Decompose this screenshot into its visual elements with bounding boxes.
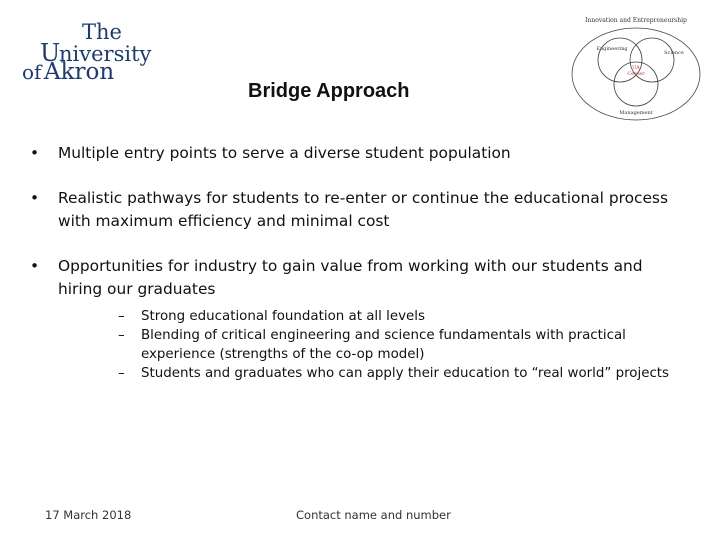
logo-university-rest: niversity [59,42,152,66]
slide-title: Bridge Approach [248,80,410,102]
diagram-top-label: Innovation and Entrepreneurship [585,17,687,24]
sub-bullet-text: Students and graduates who can apply their education to “real world” projects [141,366,670,381]
university-logo [22,22,160,84]
bullet-dot: • [30,189,40,207]
logo-of: of [22,60,42,84]
logo-akron: Akron [44,59,115,84]
sub-bullet-item [118,307,670,326]
sub-bullet-list [58,307,670,383]
logo-university-u: U [40,39,61,67]
footer-contact: Contact name and number [296,508,451,522]
footer-date: 17 March 2018 [45,508,132,522]
bullet-item [30,255,670,383]
bullet-text: Multiple entry points to serve a diverse student population [58,144,511,162]
sub-bullet-dash: – [118,328,125,343]
bullet-text: Opportunities for industry to gain value from working with our students and hiring our graduates [58,257,643,298]
bullet-text: Realistic pathways for students to re-enter or continue the educational process with maximum efficiency and minimal cost [58,189,668,230]
bullet-dot: • [30,257,40,275]
diagram-management-label: Management [619,110,653,116]
bullet-list [30,142,670,383]
sub-bullet-item [118,326,670,364]
diagram-center-label-2: Center [627,71,645,77]
bullet-item [30,142,670,165]
diagram-center-label-1: UA [632,65,640,71]
logo-the: The [82,22,122,44]
bullet-dot: • [30,144,40,162]
sub-bullet-dash: – [118,366,125,381]
diagram-engineering-label: Engineering [596,46,628,52]
sub-bullet-text: Blending of critical engineering and science fundamentals with practical experience (strengths of the co-op model) [141,328,626,362]
sub-bullet-text: Strong educational foundation at all levels [141,309,425,324]
sub-bullet-dash: – [118,309,125,324]
venn-diagram [566,8,706,128]
diagram-science-label: Science [664,50,684,56]
sub-bullet-item [118,364,670,383]
bullet-item [30,187,670,233]
